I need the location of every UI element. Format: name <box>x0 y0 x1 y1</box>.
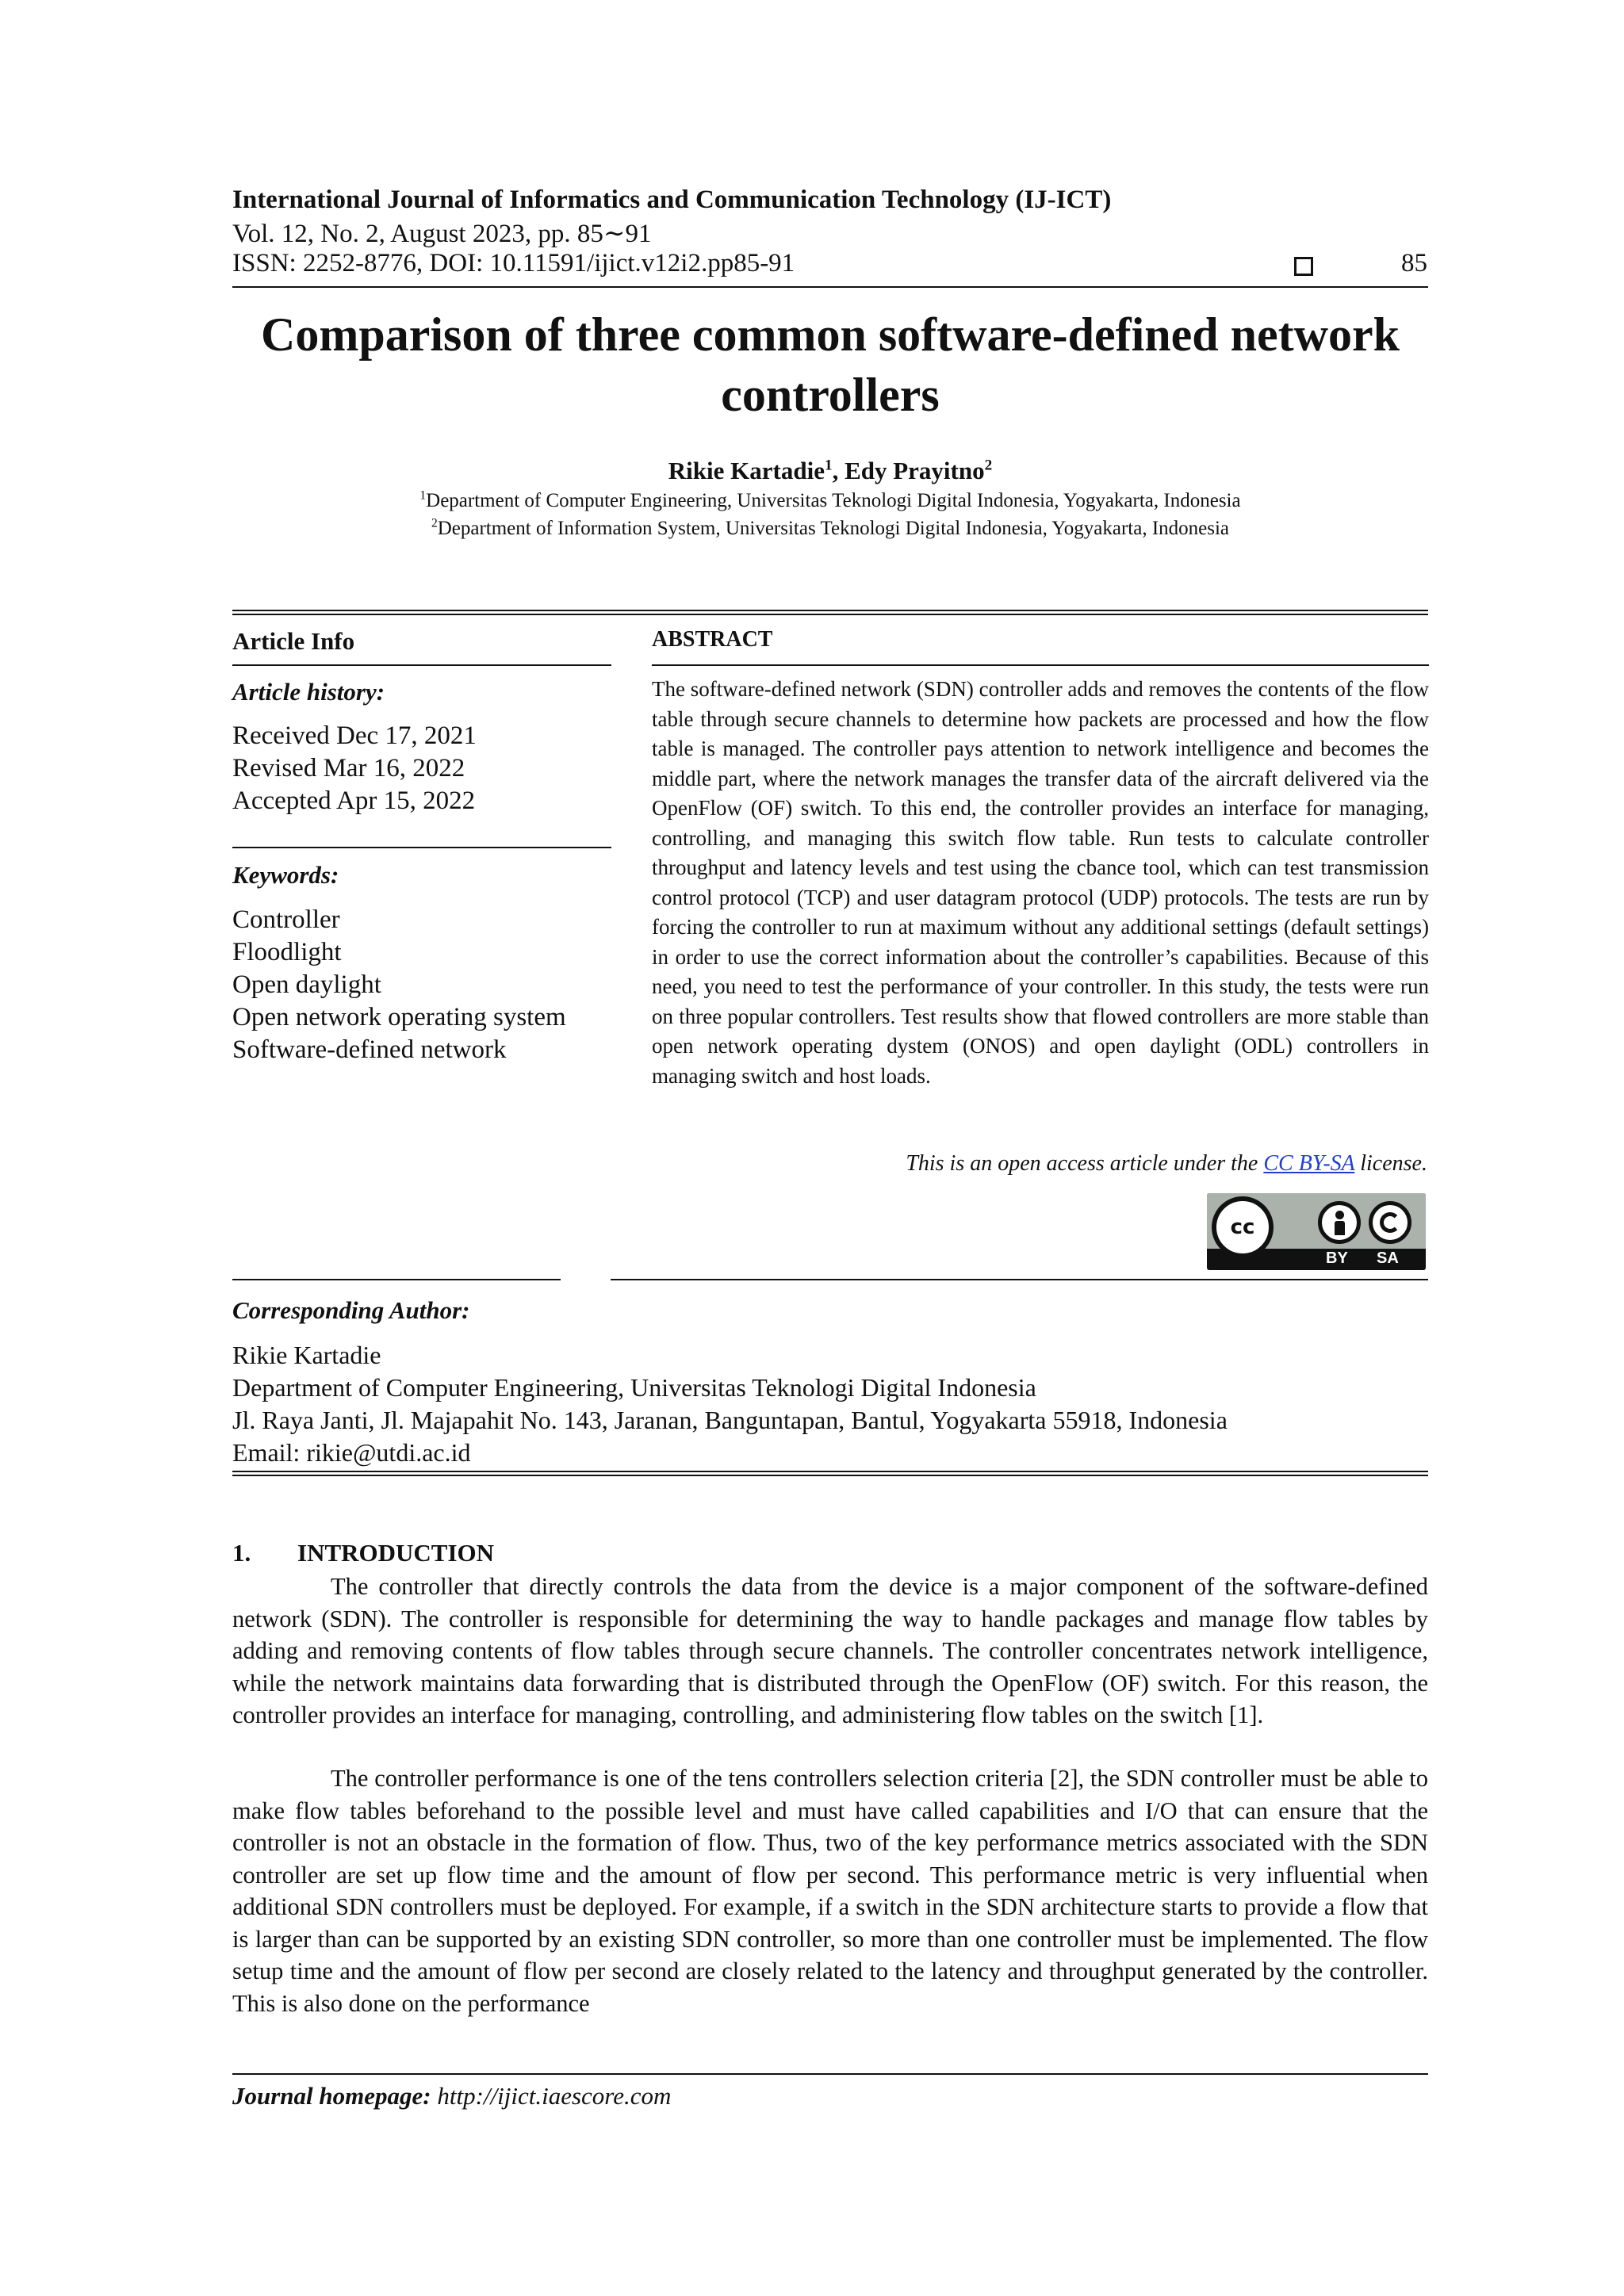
badge-sa-label: SA <box>1377 1249 1399 1267</box>
author-name: Rikie Kartadie <box>668 457 825 484</box>
page-number: 85 <box>1401 249 1427 277</box>
keyword-item: Software-defined network <box>232 1035 507 1064</box>
paper-title <box>232 304 1428 425</box>
corresponding-rule-left <box>232 1279 561 1280</box>
abstract-text: The software-defined network (SDN) controller adds and removes the contents of the flow table through secure channels to determine how packets are processed and how the flow table is managed. The controller pays attention to network intelligence and becomes the middle part, where the network manages the transfer data of the aircraft delivered via the OpenFlow (OF) switch. To this end, the controller provides an interface for managing, controlling, and managing this switch flow table. Run tests to calculate controller throughput and latency levels and test using the cbance tool, which can test transmission control protocol (TCP) and user datagram protocol (UDP) protocols. The tests are run by forcing the controller to run at maximum without any additional settings (default settings) in order to use the correct information about the controller’s capabilities. Because of this need, you need to test the performance of your controller. In this study, the tests were run on three popular controllers. Test results show that flowed controllers are more stable than open network operating dystem (ONOS) and open daylight (ODL) controllers in managing switch and host loads. <box>652 677 1429 1088</box>
info-top-double-rule <box>232 610 1428 615</box>
share-alike-icon <box>1369 1201 1411 1244</box>
square-icon <box>1294 257 1313 276</box>
intro-paragraph-2: The controller performance is one of the tens controllers selection criteria [2], the SDN controller must be able to make flow tables beforehand to the possible level and must have called capabilities and I/O that can ensure that the controller is not an obstacle in the formation of flow. Thus, two of the key performance metrics associated with the SDN controller are set up flow time and the amount of flow per second. This performance metric is very influential when additional SDN controllers must be deployed. For example, if a switch in the SDN architecture starts to provide a flow that is larger than can be supported by an existing SDN controller, so more than one controller must be implemented. The flow setup time and the amount of flow per second are closely related to the latency and throughput generated by the controller. This is also done on the performance <box>232 1765 1428 2017</box>
history-rule <box>232 847 611 848</box>
abstract-rule <box>652 664 1429 666</box>
header-rule <box>232 286 1428 288</box>
corresponding-address: Jl. Raya Janti, Jl. Majapahit No. 143, Jaranan, Banguntapan, Bantul, Yogyakarta 55918, Indonesia <box>232 1406 1228 1434</box>
affiliation-text: Department of Information System, Universitas Teknologi Digital Indonesia, Yogyakarta, Indonesia <box>437 518 1230 539</box>
keyword-item: Controller <box>232 905 340 934</box>
info-bottom-double-rule <box>232 1471 1428 1476</box>
journal-name: International Journal of Informatics and Communication Technology (IJ-ICT) <box>232 186 1112 214</box>
affiliation-1 <box>232 490 1428 512</box>
author-list: Rikie Kartadie$^1$, Edy Prayitno$^2$ <box>668 457 993 484</box>
section-heading <box>232 1539 494 1567</box>
homepage-url[interactable]: http://ijict.iaescore.com <box>437 2082 672 2110</box>
article-history-heading: Article history: <box>232 678 385 706</box>
section-title: INTRODUCTION <box>297 1539 495 1567</box>
corresponding-rule-right <box>611 1279 1428 1280</box>
attribution-icon <box>1318 1201 1361 1244</box>
affiliation-superscript: 2 <box>431 516 438 530</box>
keyword-item: Open daylight <box>232 970 381 999</box>
cc-icon <box>1212 1196 1274 1258</box>
corresponding-author-heading: Corresponding Author: <box>232 1296 470 1324</box>
revised-date: Revised Mar 16, 2022 <box>232 754 465 783</box>
author-superscript: 2 <box>984 457 993 474</box>
title-line-1: Comparison of three common software-defined network <box>261 308 1400 361</box>
author-superscript: 1 <box>824 457 833 474</box>
affiliation-superscript: 1 <box>419 488 427 503</box>
cc-by-sa-badge[interactable] <box>1207 1193 1426 1270</box>
keywords-heading: Keywords: <box>232 861 339 889</box>
keyword-item: Floodlight <box>232 938 342 966</box>
journal-homepage <box>232 2082 671 2110</box>
cc-by-sa-link[interactable]: CC BY-SA <box>1263 1151 1355 1176</box>
intro-paragraph-1: The controller that directly controls the data from the device is a major component of the software-defined network (SDN). The controller is responsible for determining the way to handle packages and manage flow tables by adding and removing contents of flow tables through secure channels. The controller concentrates network intelligence, while the network maintains data forwarding that is distributed through the OpenFlow (OF) switch. For this reason, the controller provides an interface for managing, controlling, and administering flow tables on the switch [1]. <box>232 1573 1428 1728</box>
author-name: Edy Prayitno <box>845 457 985 484</box>
footer-rule <box>232 2073 1428 2075</box>
section-number: 1. <box>232 1539 251 1567</box>
badge-by-label: BY <box>1326 1249 1348 1267</box>
affiliation-2 <box>232 518 1428 540</box>
accepted-date: Accepted Apr 15, 2022 <box>232 786 476 815</box>
homepage-label: Journal homepage: <box>232 2082 431 2110</box>
corresponding-department: Department of Computer Engineering, Universitas Teknologi Digital Indonesia <box>232 1373 1036 1402</box>
abstract-heading: ABSTRACT <box>652 627 773 652</box>
license-statement <box>906 1151 1427 1177</box>
corresponding-email: Email: rikie@utdi.ac.id <box>232 1438 471 1467</box>
issn-doi: ISSN: 2252-8776, DOI: 10.11591/ijict.v12i2.pp85-91 <box>232 249 795 277</box>
corresponding-name: Rikie Kartadie <box>232 1341 381 1369</box>
title-line-2: controllers <box>721 369 940 421</box>
volume-info: Vol. 12, No. 2, August 2023, pp. 85∼91 <box>232 220 652 248</box>
cc-icon-text: cc <box>1230 1215 1255 1239</box>
affiliation-text: Department of Computer Engineering, Universitas Teknologi Digital Indonesia, Yogyakarta, Indonesia <box>426 490 1241 511</box>
license-prefix: This is an open access article under the <box>906 1151 1264 1176</box>
license-suffix: license. <box>1354 1151 1427 1176</box>
keyword-item: Open network operating system <box>232 1003 566 1031</box>
article-info-heading: Article Info <box>232 627 355 655</box>
received-date: Received Dec 17, 2021 <box>232 721 477 750</box>
article-info-rule <box>232 664 611 666</box>
